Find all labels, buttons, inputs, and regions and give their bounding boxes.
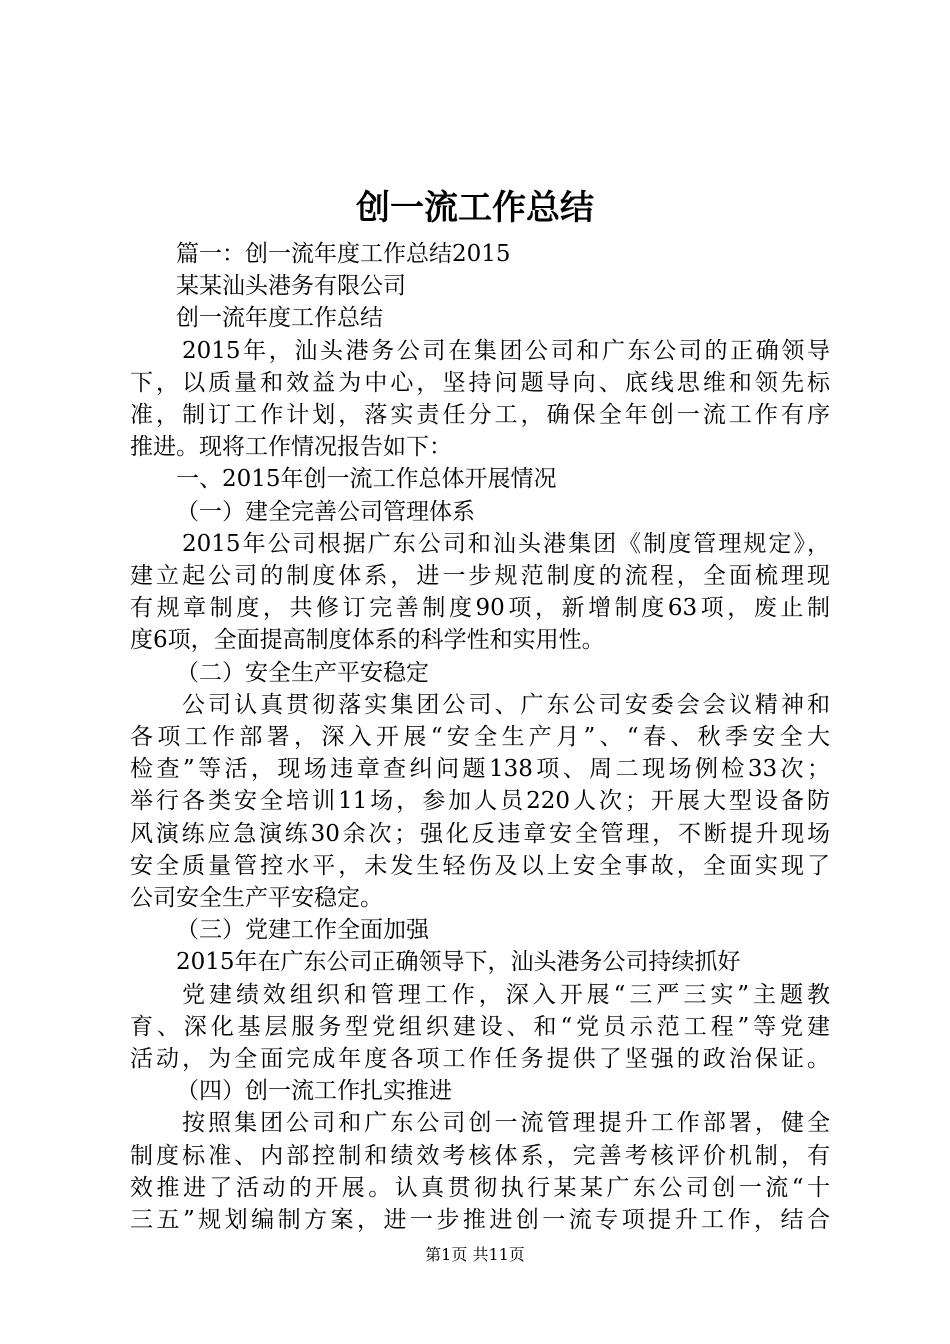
- page-footer: 第1页 共11页: [425, 1245, 525, 1264]
- text-line: 公司安全生产平安稳定。: [130, 885, 383, 912]
- text-line: 2015年，汕头港务公司在集团公司和广东公司的正确领导: [182, 337, 830, 364]
- text-line: 推进。现将工作情况报告如下：: [130, 434, 452, 461]
- text-line: 2015年公司根据广东公司和汕头港集团《制度管理规定》，: [182, 530, 830, 557]
- text-line: 举行各类安全培训11场，参加人员220人次；开展大型设备防: [130, 788, 830, 815]
- text-line: 活动，为全面完成年度各项工作任务提供了坚强的政治保证。: [130, 1046, 830, 1073]
- text-line: 检查”等活，现场违章查纠问题138项、周二现场例检33次；: [130, 756, 830, 783]
- text-line: 效推进了活动的开展。认真贯彻执行某某广东公司创一流“十: [130, 1174, 830, 1201]
- text-line: 风演练应急演练30余次；强化反违章安全管理，不断提升现场: [130, 820, 830, 847]
- text-line: 党建绩效组织和管理工作，深入开展“三严三实”主题教: [182, 981, 830, 1008]
- text-line: 按照集团公司和广东公司创一流管理提升工作部署，健全: [182, 1110, 830, 1137]
- text-line: 三五”规划编制方案，进一步推进创一流专项提升工作，结合: [130, 1207, 830, 1234]
- subsection-heading: （三）党建工作全面加强: [176, 917, 429, 944]
- text-line: 准，制订工作计划，落实责任分工，确保全年创一流工作有序: [130, 402, 830, 429]
- document-body: [130, 238, 830, 1236]
- text-line: 篇一：创一流年度工作总结2015: [176, 241, 511, 267]
- subsection-heading: （四）创一流工作扎实推进: [176, 1078, 452, 1105]
- text-line: 2015年在广东公司正确领导下，汕头港务公司持续抓好: [176, 949, 741, 976]
- subsection-heading: （一）建全完善公司管理体系: [176, 498, 475, 525]
- text-line: 下，以质量和效益为中心，坚持问题导向、底线思维和领先标: [130, 369, 830, 396]
- text-line: 创一流年度工作总结: [176, 305, 383, 332]
- section-heading: 一、2015年创一流工作总体开展情况: [176, 466, 557, 493]
- text-line: 建立起公司的制度体系，进一步规范制度的流程，全面梳理现: [130, 563, 830, 590]
- text-line: 度6项，全面提高制度体系的科学性和实用性。: [130, 627, 605, 654]
- subsection-heading: （二）安全生产平安稳定: [176, 659, 429, 686]
- text-line: 有规章制度，共修订完善制度90项，新增制度63项，废止制: [130, 595, 830, 622]
- text-line: 各项工作部署，深入开展“安全生产月”、“春、秋季安全大: [130, 724, 830, 751]
- text-line: 育、深化基层服务型党组织建设、和“党员示范工程”等党建: [130, 1013, 830, 1040]
- text-line: 公司认真贯彻落实集团公司、广东公司安委会会议精神和: [182, 691, 830, 718]
- text-line: 制度标准、内部控制和绩效考核体系，完善考核评价机制，有: [130, 1142, 830, 1169]
- text-line: 安全质量管控水平，未发生轻伤及以上安全事故，全面实现了: [130, 852, 830, 879]
- document-title: 创一流工作总结: [356, 188, 594, 228]
- text-line: 某某汕头港务有限公司: [176, 273, 406, 300]
